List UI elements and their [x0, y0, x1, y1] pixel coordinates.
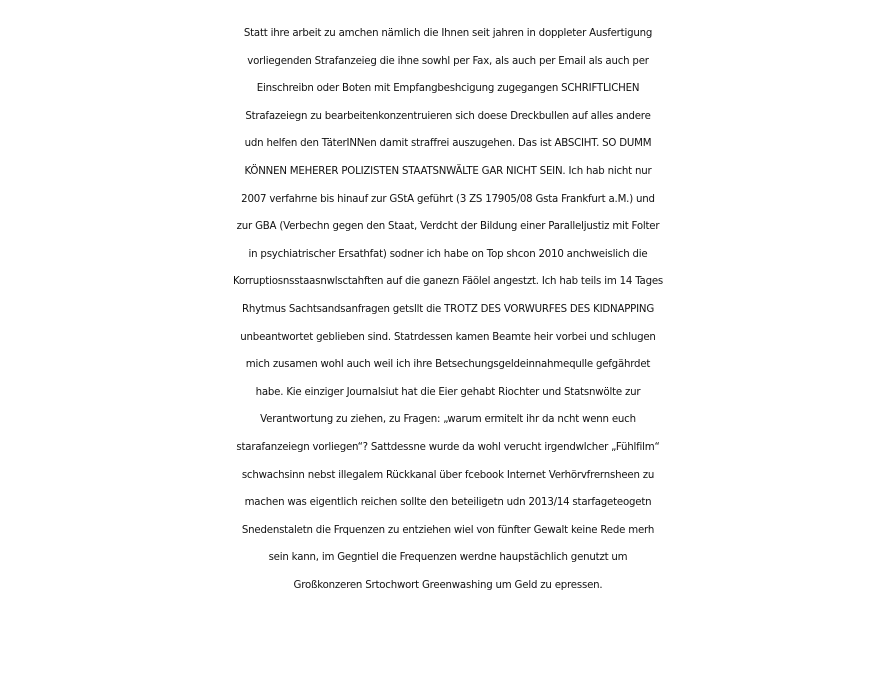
text-line: zur GBA (Verbechn gegen den Staat, Verdcht der Bildung einer Paralleljustiz mit Folter [236, 221, 660, 233]
text-line: machen was eigentlich reichen sollte den beteiligetn udn 2013/14 starfageteogetn [244, 497, 652, 509]
text-line: habe. Kie einziger Journalsiut hat die Eier gehabt Riochter und Statsnwölte zur [255, 386, 641, 398]
text-line: starafanzeiegn vorliegen“? Sattdessne wurde da wohl verucht irgendwlcher „Fühlfilm“ [236, 441, 660, 453]
text-line: Statt ihre arbeit zu amchen nämlich die Ihnen seit jahren in doppleter Ausfertigung [243, 28, 653, 39]
text-line: 2007 verfahrne bis hinauf zur GStA geführt (3 ZS 17905/08 Gsta Frankfurt a.M.) und [241, 193, 655, 205]
text-line: Snedenstaletn die Frquenzen zu entziehen wiel von fünfter Gewalt keine Rede merh [241, 524, 655, 536]
text-line: schwachsinn nebst illegalem Rückkanal über fcebook Internet Verhörvfrernsheen zu [241, 469, 655, 481]
text-line: sein kann, im Gegntiel die Frequenzen werdne haupstächlich genutzt um [268, 552, 628, 564]
text-line: Strafazeiegn zu bearbeitenkonzentruieren sich doese Dreckbullen auf alles andere [245, 110, 651, 122]
text-line: mich zusamen wohl auch weil ich ihre Betsechungsgeldeinnahmequlle gefgährdet [245, 359, 651, 371]
text-line: Korruptiosnsstaasnwlsctahften auf die ganezn Fäölel angestzt. Ich hab teils im 14 Tages [232, 276, 664, 288]
text-line: Rhytmus Sachtsandsanfragen getsllt die TROTZ DES VORWURFES DES KIDNAPPING [241, 303, 655, 315]
text-line: KÖNNEN MEHERER POLIZISTEN STAATSNWÄLTE GAR NICHT SEIN. Ich hab nicht nur [244, 165, 652, 177]
text-line: Großkonzeren Srtochwort Greenwashing um Geld zu epressen. [293, 579, 603, 591]
text-line: udn helfen den TäterINNen damit straffrei auszugehen. Das ist ABSCIHT. SO DUMM [244, 138, 652, 150]
text-line: Verantwortung zu ziehen, zu Fragen: „warum ermitelt ihr da ncht wenn euch [260, 414, 636, 426]
text-line: vorliegenden Strafanzeieg die ihne sowhl per Fax, als auch per Email als auch per [247, 55, 649, 67]
text-line: unbeantwortet geblieben sind. Statrdessen kamen Beamte heir vorbei und schlugen [240, 331, 656, 343]
text-line: in psychiatrischer Ersathfat) sodner ich habe on Top shcon 2010 anchweislich die [248, 248, 648, 260]
text-line: Einschreibn oder Boten mit Empfangbeshcigung zugegangen SCHRIFTLICHEN [256, 83, 640, 95]
body-text [6, 20, 890, 599]
